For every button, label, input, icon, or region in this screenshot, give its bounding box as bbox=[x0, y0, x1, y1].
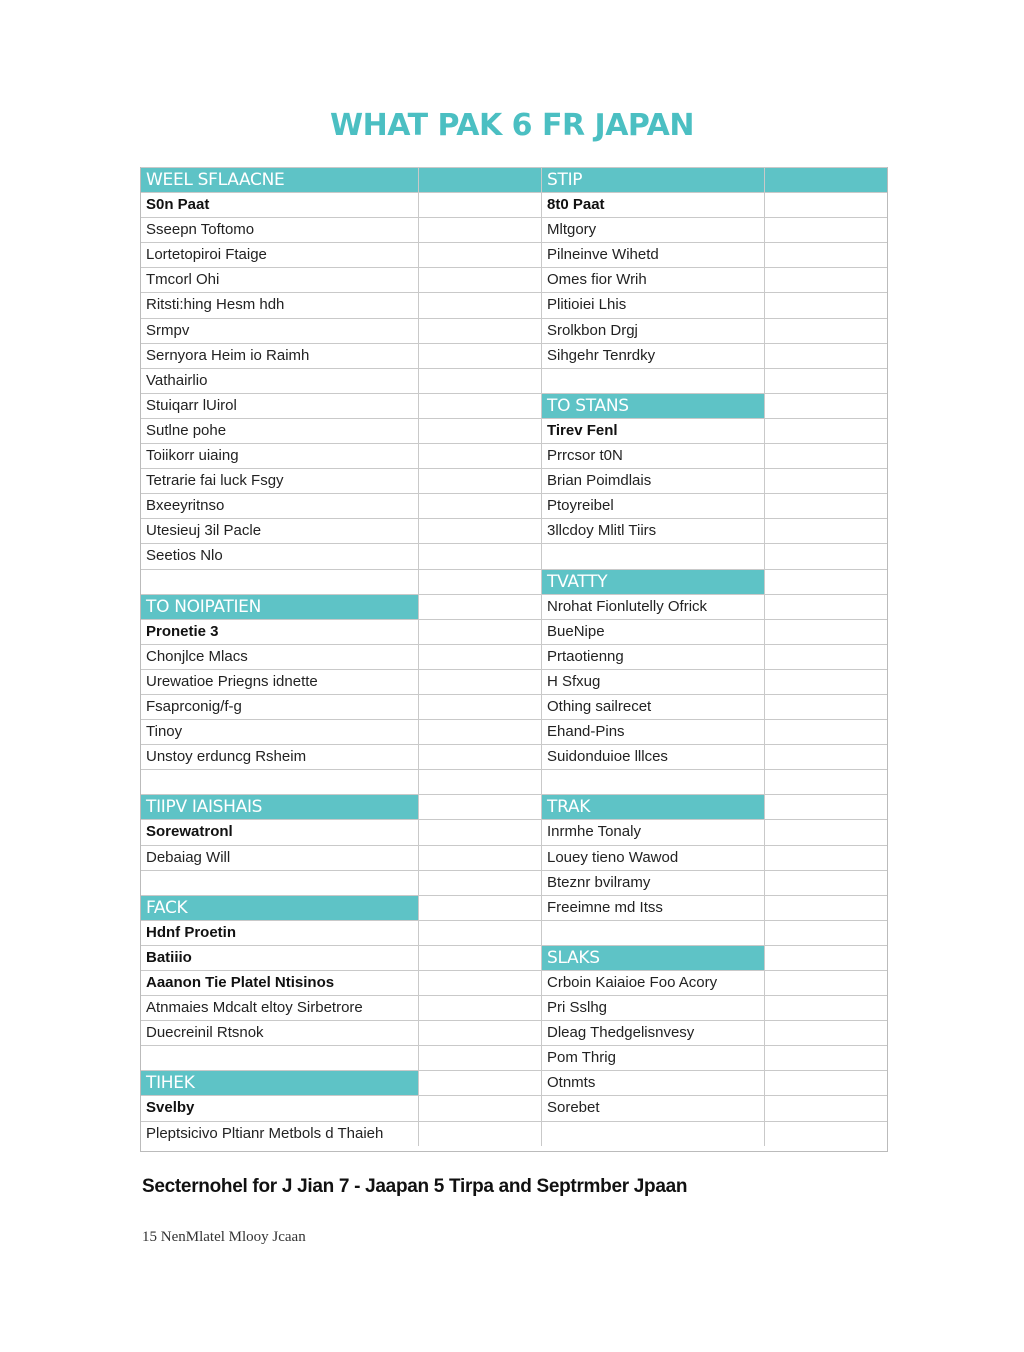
check-cell[interactable] bbox=[765, 319, 887, 343]
item-label: Unstoy erduncg Rsheim bbox=[141, 745, 419, 769]
footer-note: 15 NenMlatel Mlooy Jcaan bbox=[142, 1229, 306, 1245]
check-cell bbox=[765, 570, 887, 594]
check-cell[interactable] bbox=[419, 820, 541, 844]
item-label: Crboin Kaiaioe Foo Acory bbox=[541, 971, 765, 995]
left-column bbox=[141, 167, 541, 1146]
section-header bbox=[541, 393, 887, 418]
check-cell[interactable] bbox=[419, 469, 541, 493]
check-cell[interactable] bbox=[765, 469, 887, 493]
checklist-row bbox=[541, 443, 887, 468]
checklist-row bbox=[541, 970, 887, 995]
item-label: Pom Thrig bbox=[541, 1046, 765, 1070]
check-cell bbox=[765, 795, 887, 819]
section-header bbox=[141, 1070, 541, 1095]
check-cell[interactable] bbox=[419, 369, 541, 393]
check-cell[interactable] bbox=[419, 494, 541, 518]
checklist-row bbox=[141, 1095, 541, 1120]
checklist-row bbox=[141, 468, 541, 493]
check-cell[interactable] bbox=[419, 394, 541, 418]
checklist-row bbox=[541, 493, 887, 518]
item-label: Seetios Nlo bbox=[141, 544, 419, 568]
check-cell[interactable] bbox=[765, 293, 887, 317]
check-cell bbox=[419, 595, 541, 619]
check-cell[interactable] bbox=[419, 695, 541, 719]
section-header-label: TO NOIPATIEN bbox=[141, 595, 419, 619]
blank-row bbox=[141, 769, 541, 794]
item-label: Plitioiei Lhis bbox=[541, 293, 765, 317]
item-label bbox=[541, 921, 765, 945]
checklist-row bbox=[541, 267, 887, 292]
check-cell[interactable] bbox=[765, 996, 887, 1020]
item-label bbox=[541, 1122, 765, 1146]
packing-table bbox=[140, 167, 888, 1152]
checklist-row bbox=[141, 1020, 541, 1045]
item-label: Sutlne pohe bbox=[141, 419, 419, 443]
check-cell bbox=[419, 770, 541, 794]
check-cell[interactable] bbox=[419, 1021, 541, 1045]
checklist-row bbox=[541, 895, 887, 920]
checklist-row bbox=[141, 719, 541, 744]
right-column bbox=[541, 167, 887, 1146]
check-cell[interactable] bbox=[419, 268, 541, 292]
check-cell[interactable] bbox=[419, 946, 541, 970]
item-label: Tetrarie fai luck Fsgy bbox=[141, 469, 419, 493]
check-cell[interactable] bbox=[765, 595, 887, 619]
checklist-row bbox=[141, 845, 541, 870]
checklist-row bbox=[541, 644, 887, 669]
checklist-row bbox=[141, 493, 541, 518]
section-header bbox=[141, 167, 541, 192]
checklist-row bbox=[541, 1045, 887, 1070]
item-label: Hdnf Proetin bbox=[141, 921, 419, 945]
checklist-row bbox=[141, 242, 541, 267]
check-cell[interactable] bbox=[765, 896, 887, 920]
section-header bbox=[541, 794, 887, 819]
item-label: Nrohat Fionlutelly Ofrick bbox=[541, 595, 765, 619]
item-label: Otnmts bbox=[541, 1071, 765, 1095]
check-cell[interactable] bbox=[419, 319, 541, 343]
check-cell[interactable] bbox=[419, 620, 541, 644]
check-cell[interactable] bbox=[419, 745, 541, 769]
checklist-row bbox=[141, 518, 541, 543]
check-cell[interactable] bbox=[765, 846, 887, 870]
checklist-row bbox=[541, 1070, 887, 1095]
check-cell[interactable] bbox=[765, 645, 887, 669]
check-cell[interactable] bbox=[765, 745, 887, 769]
item-label bbox=[541, 770, 765, 794]
check-cell bbox=[765, 921, 887, 945]
check-cell[interactable] bbox=[419, 996, 541, 1020]
section-header-label: TRAK bbox=[541, 795, 765, 819]
item-label: Pilneinve Wihetd bbox=[541, 243, 765, 267]
checklist-row bbox=[541, 719, 887, 744]
item-label: Srmpv bbox=[141, 319, 419, 343]
checklist-row bbox=[541, 669, 887, 694]
check-cell[interactable] bbox=[765, 670, 887, 694]
item-label: 8t0 Paat bbox=[541, 193, 765, 217]
checklist-row bbox=[141, 368, 541, 393]
check-cell[interactable] bbox=[419, 670, 541, 694]
blank-row bbox=[541, 368, 887, 393]
checklist-row bbox=[141, 418, 541, 443]
checklist-row bbox=[541, 819, 887, 844]
item-label: Brian Poimdlais bbox=[541, 469, 765, 493]
check-cell[interactable] bbox=[765, 620, 887, 644]
item-label: Othing sailrecet bbox=[541, 695, 765, 719]
checklist-row bbox=[541, 1020, 887, 1045]
check-cell[interactable] bbox=[765, 218, 887, 242]
section-header-label: FACK bbox=[141, 896, 419, 920]
item-label: Sseepn Toftomo bbox=[141, 218, 419, 242]
check-cell bbox=[419, 1046, 541, 1070]
check-cell[interactable] bbox=[419, 1122, 541, 1146]
check-cell[interactable] bbox=[765, 871, 887, 895]
check-cell[interactable] bbox=[419, 519, 541, 543]
check-cell[interactable] bbox=[765, 971, 887, 995]
item-label: Ptoyreibel bbox=[541, 494, 765, 518]
check-cell bbox=[419, 1071, 541, 1095]
checklist-row bbox=[541, 694, 887, 719]
check-cell[interactable] bbox=[765, 519, 887, 543]
item-label: Pleptsicivo Pltianr Metbols d Thaieh bbox=[141, 1122, 419, 1146]
check-cell[interactable] bbox=[765, 1071, 887, 1095]
item-label: Vathairlio bbox=[141, 369, 419, 393]
item-label: Srolkbon Drgj bbox=[541, 319, 765, 343]
check-cell[interactable] bbox=[765, 193, 887, 217]
checklist-row bbox=[141, 694, 541, 719]
item-label: Freeimne md Itss bbox=[541, 896, 765, 920]
checklist-row bbox=[141, 970, 541, 995]
item-label: Inrmhe Tonaly bbox=[541, 820, 765, 844]
page-title: WHAT PAK 6 FR JAPAN bbox=[330, 108, 694, 143]
item-label: Suidonduioe lllces bbox=[541, 745, 765, 769]
checklist-row bbox=[541, 870, 887, 895]
section-header-label: TO STANS bbox=[541, 394, 765, 418]
item-label: Sorebet bbox=[541, 1096, 765, 1120]
checklist-row bbox=[541, 318, 887, 343]
item-label: Stuiqarr lUirol bbox=[141, 394, 419, 418]
check-cell bbox=[765, 369, 887, 393]
check-cell[interactable] bbox=[419, 921, 541, 945]
item-label: Sernyora Heim io Raimh bbox=[141, 344, 419, 368]
checklist-row bbox=[541, 292, 887, 317]
checklist-row bbox=[141, 744, 541, 769]
item-label: Mltgory bbox=[541, 218, 765, 242]
section-header bbox=[141, 794, 541, 819]
item-label: Pri Sslhg bbox=[541, 996, 765, 1020]
check-cell[interactable] bbox=[419, 419, 541, 443]
checklist-row bbox=[141, 267, 541, 292]
checklist-row bbox=[141, 343, 541, 368]
check-cell bbox=[765, 394, 887, 418]
item-label: Ritsti:hing Hesm hdh bbox=[141, 293, 419, 317]
item-label: Urewatioe Priegns idnette bbox=[141, 670, 419, 694]
blank-row bbox=[541, 920, 887, 945]
checklist-row bbox=[141, 669, 541, 694]
section-header bbox=[141, 594, 541, 619]
checklist-row bbox=[541, 468, 887, 493]
checklist-row bbox=[541, 995, 887, 1020]
checklist-row bbox=[541, 217, 887, 242]
section-header-label: SLAKS bbox=[541, 946, 765, 970]
item-label: Omes fior Wrih bbox=[541, 268, 765, 292]
check-cell bbox=[419, 168, 541, 192]
blank-row bbox=[141, 1045, 541, 1070]
section-header-label: WEEL SFLAACNE bbox=[141, 168, 419, 192]
checklist-row bbox=[141, 443, 541, 468]
footer-title: Secternohel for J Jian 7 - Jaapan 5 Tirpa and Septrmber Jpaan bbox=[142, 1176, 688, 1197]
checklist-row bbox=[541, 594, 887, 619]
checklist-row bbox=[541, 518, 887, 543]
item-label: Ehand-Pins bbox=[541, 720, 765, 744]
checklist-row bbox=[541, 845, 887, 870]
checklist-row bbox=[141, 393, 541, 418]
check-cell bbox=[419, 570, 541, 594]
item-label: H Sfxug bbox=[541, 670, 765, 694]
item-label: Prrcsor t0N bbox=[541, 444, 765, 468]
item-label bbox=[141, 1046, 419, 1070]
check-cell[interactable] bbox=[765, 1096, 887, 1120]
checklist-row bbox=[141, 920, 541, 945]
item-label: 3llcdoy Mlitl Tiirs bbox=[541, 519, 765, 543]
item-label: Batiiio bbox=[141, 946, 419, 970]
check-cell bbox=[419, 871, 541, 895]
item-label: Sihgehr Tenrdky bbox=[541, 344, 765, 368]
item-label: Pronetie 3 bbox=[141, 620, 419, 644]
section-header bbox=[541, 167, 887, 192]
check-cell[interactable] bbox=[765, 720, 887, 744]
check-cell[interactable] bbox=[419, 444, 541, 468]
section-header-label: TIHEK bbox=[141, 1071, 419, 1095]
item-label: Svelby bbox=[141, 1096, 419, 1120]
check-cell[interactable] bbox=[765, 1046, 887, 1070]
check-cell[interactable] bbox=[419, 645, 541, 669]
checklist-row bbox=[541, 242, 887, 267]
item-label bbox=[141, 770, 419, 794]
blank-row bbox=[141, 569, 541, 594]
item-label bbox=[541, 369, 765, 393]
item-label: Toiikorr uiaing bbox=[141, 444, 419, 468]
blank-row bbox=[541, 769, 887, 794]
section-header-label: TIIPV IAISHAIS bbox=[141, 795, 419, 819]
section-header bbox=[541, 569, 887, 594]
item-label: BueNipe bbox=[541, 620, 765, 644]
checklist-row bbox=[541, 1095, 887, 1120]
check-cell[interactable] bbox=[419, 1096, 541, 1120]
check-cell bbox=[765, 544, 887, 568]
check-cell bbox=[765, 168, 887, 192]
item-label bbox=[541, 544, 765, 568]
check-cell[interactable] bbox=[765, 243, 887, 267]
checklist-row bbox=[141, 318, 541, 343]
checklist-row bbox=[541, 343, 887, 368]
check-cell[interactable] bbox=[765, 444, 887, 468]
section-header-label: STIP bbox=[541, 168, 765, 192]
section-header-label: TVATTY bbox=[541, 570, 765, 594]
item-label: Tmcorl Ohi bbox=[141, 268, 419, 292]
checklist-row bbox=[141, 644, 541, 669]
checklist-row bbox=[541, 418, 887, 443]
blank-row bbox=[541, 543, 887, 568]
item-label bbox=[141, 570, 419, 594]
item-label bbox=[141, 871, 419, 895]
check-cell bbox=[419, 896, 541, 920]
checklist-row bbox=[141, 292, 541, 317]
item-label: Prtaotienng bbox=[541, 645, 765, 669]
check-cell[interactable] bbox=[419, 243, 541, 267]
check-cell[interactable] bbox=[419, 971, 541, 995]
item-label: Chonjlce Mlacs bbox=[141, 645, 419, 669]
item-label: Sorewatronl bbox=[141, 820, 419, 844]
checklist-row bbox=[541, 619, 887, 644]
item-label: Lortetopiroi Ftaige bbox=[141, 243, 419, 267]
blank-row bbox=[541, 1121, 887, 1146]
checklist-row bbox=[141, 619, 541, 644]
item-label: Duecreinil Rtsnok bbox=[141, 1021, 419, 1045]
check-cell[interactable] bbox=[765, 268, 887, 292]
section-header bbox=[541, 945, 887, 970]
checklist-row bbox=[541, 192, 887, 217]
check-cell[interactable] bbox=[419, 293, 541, 317]
check-cell[interactable] bbox=[765, 419, 887, 443]
check-cell[interactable] bbox=[419, 193, 541, 217]
item-label: Dleag Thedgelisnvesy bbox=[541, 1021, 765, 1045]
item-label: Tinoy bbox=[141, 720, 419, 744]
section-header bbox=[141, 895, 541, 920]
checklist-row bbox=[141, 945, 541, 970]
check-cell[interactable] bbox=[419, 218, 541, 242]
item-label: Louey tieno Wawod bbox=[541, 846, 765, 870]
item-label: Bxeeyritnso bbox=[141, 494, 419, 518]
check-cell[interactable] bbox=[419, 344, 541, 368]
checklist-row bbox=[141, 819, 541, 844]
item-label: Tirev Fenl bbox=[541, 419, 765, 443]
check-cell bbox=[765, 946, 887, 970]
item-label: Fsaprconig/f-g bbox=[141, 695, 419, 719]
blank-row bbox=[141, 870, 541, 895]
item-label: Atnmaies Mdcalt eltoy Sirbetrore bbox=[141, 996, 419, 1020]
check-cell[interactable] bbox=[765, 344, 887, 368]
checklist-row bbox=[141, 1121, 541, 1146]
check-cell bbox=[419, 795, 541, 819]
check-cell bbox=[765, 1122, 887, 1146]
check-cell[interactable] bbox=[419, 544, 541, 568]
checklist-row bbox=[141, 217, 541, 242]
item-label: Utesieuj 3il Pacle bbox=[141, 519, 419, 543]
check-cell[interactable] bbox=[419, 846, 541, 870]
check-cell[interactable] bbox=[765, 494, 887, 518]
check-cell[interactable] bbox=[419, 720, 541, 744]
checklist-row bbox=[141, 543, 541, 568]
item-label: Debaiag Will bbox=[141, 846, 419, 870]
check-cell[interactable] bbox=[765, 695, 887, 719]
item-label: S0n Paat bbox=[141, 193, 419, 217]
check-cell[interactable] bbox=[765, 820, 887, 844]
item-label: Aaanon Tie Platel Ntisinos bbox=[141, 971, 419, 995]
checklist-row bbox=[141, 192, 541, 217]
checklist-row bbox=[541, 744, 887, 769]
check-cell bbox=[765, 770, 887, 794]
item-label: Bteznr bvilramy bbox=[541, 871, 765, 895]
check-cell[interactable] bbox=[765, 1021, 887, 1045]
checklist-row bbox=[141, 995, 541, 1020]
